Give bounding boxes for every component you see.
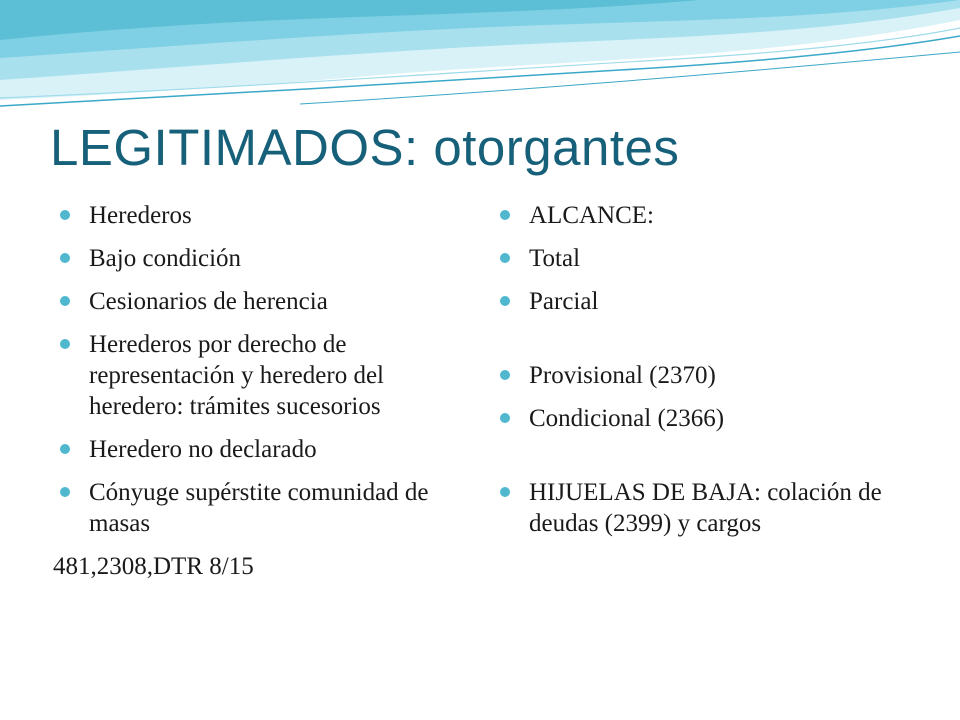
slide-title: LEGITIMADOS: otorgantes — [50, 119, 680, 176]
header-wave-decoration — [0, 0, 960, 110]
bullet-icon — [60, 339, 70, 349]
bullet-icon — [500, 296, 510, 306]
right-column — [500, 200, 920, 551]
left-footer-text: 481,2308,DTR 8/15 — [53, 553, 254, 580]
list-item — [500, 403, 920, 434]
list-item — [60, 329, 480, 422]
bullet-icon — [500, 253, 510, 263]
list-item — [500, 200, 920, 231]
list-item-text: Heredero no declarado — [89, 436, 317, 463]
bullet-icon — [60, 487, 70, 497]
left-column — [53, 200, 480, 582]
left-bullet-list — [60, 200, 480, 539]
list-item-text: Condicional (2366) — [529, 405, 725, 432]
list-item-text: HIJUELAS DE BAJA: colación de deudas (2399) y cargos — [529, 479, 882, 537]
list-item-text: Cesionarios de herencia — [89, 288, 328, 315]
list-item-text: Bajo condición — [89, 245, 242, 272]
list-item — [60, 200, 480, 231]
bullet-icon — [60, 444, 70, 454]
list-item-text: Provisional (2370) — [529, 362, 716, 389]
list-item-text: Total — [529, 245, 581, 272]
list-item — [500, 286, 920, 317]
bullet-icon — [60, 210, 70, 220]
list-item — [500, 360, 920, 391]
list-item-text: Cónyuge supérstite comunidad de masas — [89, 479, 429, 537]
list-item-text: ALCANCE: — [529, 202, 654, 229]
bullet-icon — [500, 210, 510, 220]
bullet-icon — [60, 296, 70, 306]
list-item — [500, 477, 920, 539]
list-item — [60, 434, 480, 465]
bullet-icon — [500, 487, 510, 497]
list-item-text: Herederos — [89, 202, 192, 229]
list-item — [60, 286, 480, 317]
list-item — [60, 243, 480, 274]
list-item-text: Parcial — [529, 288, 599, 315]
bullet-icon — [60, 253, 70, 263]
list-item — [60, 477, 480, 539]
bullet-icon — [500, 370, 510, 380]
list-item — [500, 243, 920, 274]
list-item-text: Herederos por derecho de representación y heredero del heredero: trámites sucesorios — [89, 331, 384, 420]
right-bullet-list — [500, 200, 920, 539]
bullet-icon — [500, 413, 510, 423]
